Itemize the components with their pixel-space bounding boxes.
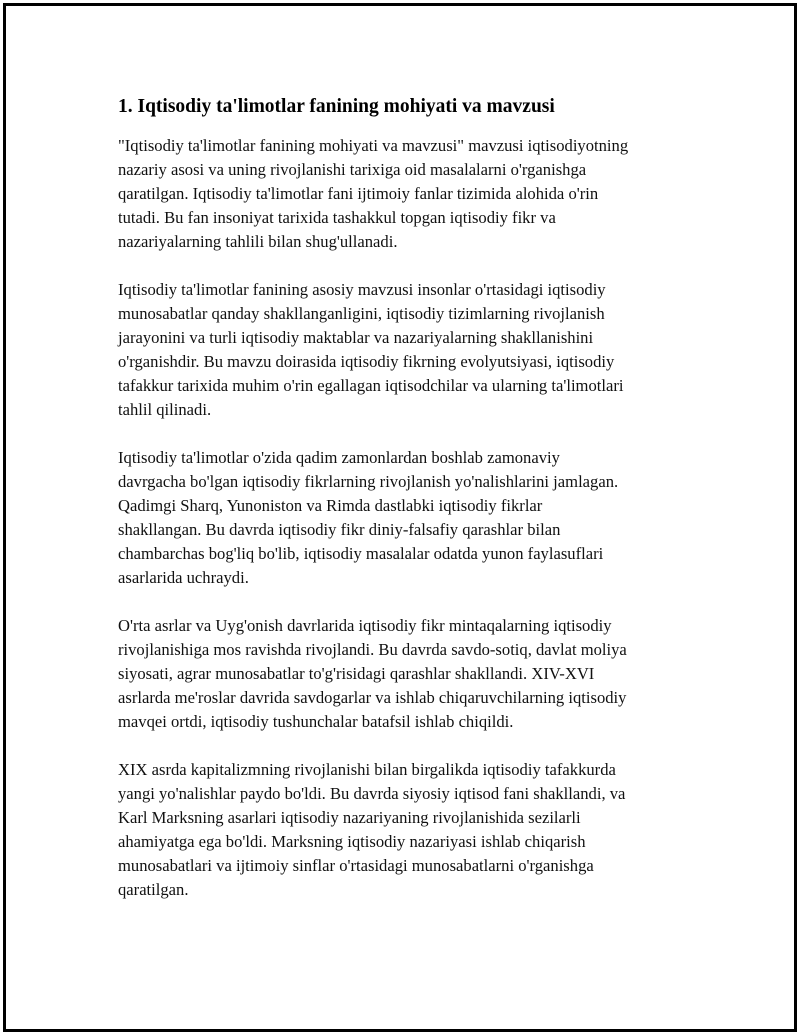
paragraph-line: nazariy asosi va uning rivojlanishi tarixiga oid masalalarni o'rganishga — [118, 160, 587, 179]
paragraph-line: rivojlanishiga mos ravishda rivojlandi. Bu davrda savdo-sotiq, davlat moliya — [118, 640, 627, 659]
paragraph-line: siyosati, agrar munosabatlar to'g'risidagi qarashlar shakllandi. XIV-XVI — [118, 664, 595, 683]
paragraph-line: Qadimgi Sharq, Yunoniston va Rimda dastlabki iqtisodiy fikrlar — [118, 496, 543, 515]
paragraph-line: asarlarida uchraydi. — [118, 568, 249, 587]
paragraph-line: davrgacha bo'lgan iqtisodiy fikrlarning rivojlanish yo'nalishlarini jamlagan. — [118, 472, 619, 491]
paragraph-2 — [118, 278, 698, 422]
paragraph-line: jarayonini va turli iqtisodiy maktablar va nazariyalarning shakllanishini — [118, 328, 594, 347]
paragraph-line: Iqtisodiy ta'limotlar fanining asosiy mavzusi insonlar o'rtasidagi iqtisodiy — [118, 280, 606, 299]
paragraph-line: XIX asrda kapitalizmning rivojlanishi bilan birgalikda iqtisodiy tafakkurda — [118, 760, 616, 779]
paragraph-line: munosabatlar qanday shakllanganligini, iqtisodiy tizimlarning rivojlanish — [118, 304, 605, 323]
section-heading: 1. Iqtisodiy ta'limotlar fanining mohiyati va mavzusi — [118, 96, 555, 117]
paragraph-line: qaratilgan. — [118, 880, 189, 899]
paragraph-line: shakllangan. Bu davrda iqtisodiy fikr diniy-falsafiy qarashlar bilan — [118, 520, 561, 539]
paragraph-line: qaratilgan. Iqtisodiy ta'limotlar fani ijtimoiy fanlar tizimida alohida o'rin — [118, 184, 599, 203]
paragraph-line: chambarchas bog'liq bo'lib, iqtisodiy masalalar odatda yunon faylasuflari — [118, 544, 604, 563]
paragraph-line: O'rta asrlar va Uyg'onish davrlarida iqtisodiy fikr mintaqalarning iqtisodiy — [118, 616, 612, 635]
paragraph-line: yangi yo'nalishlar paydo bo'ldi. Bu davrda siyosiy iqtisod fani shakllandi, va — [118, 784, 626, 803]
document-body — [118, 94, 698, 926]
paragraph-line: Karl Marksning asarlari iqtisodiy nazariyaning rivojlanishida sezilarli — [118, 808, 581, 827]
paragraph-line: mavqei ortdi, iqtisodiy tushunchalar batafsil ishlab chiqildi. — [118, 712, 514, 731]
paragraph-line: tutadi. Bu fan insoniyat tarixida tashakkul topgan iqtisodiy fikr va — [118, 208, 556, 227]
paragraph-line: asrlarda me'roslar davrida savdogarlar va ishlab chiqaruvchilarning iqtisodiy — [118, 688, 627, 707]
paragraph-line: munosabatlari va ijtimoiy sinflar o'rtasidagi munosabatlarni o'rganishga — [118, 856, 594, 875]
paragraph-line: "Iqtisodiy ta'limotlar fanining mohiyati va mavzusi" mavzusi iqtisodiyotning — [118, 136, 629, 155]
paragraph-line: tafakkur tarixida muhim o'rin egallagan iqtisodchilar va ularning ta'limotlari — [118, 376, 624, 395]
paragraph-line: o'rganishdir. Bu mavzu doirasida iqtisodiy fikrning evolyutsiyasi, iqtisodiy — [118, 352, 615, 371]
paragraph-line: nazariyalarning tahlili bilan shug'ullanadi. — [118, 232, 398, 251]
paragraph-5 — [118, 758, 698, 902]
paragraph-line: tahlil qilinadi. — [118, 400, 212, 419]
paragraph-3 — [118, 446, 698, 590]
paragraph-4 — [118, 614, 698, 734]
paragraph-line: ahamiyatga ega bo'ldi. Marksning iqtisodiy nazariyasi ishlab chiqarish — [118, 832, 586, 851]
paragraph-line: Iqtisodiy ta'limotlar o'zida qadim zamonlardan boshlab zamonaviy — [118, 448, 560, 467]
paragraph-1 — [118, 134, 698, 254]
